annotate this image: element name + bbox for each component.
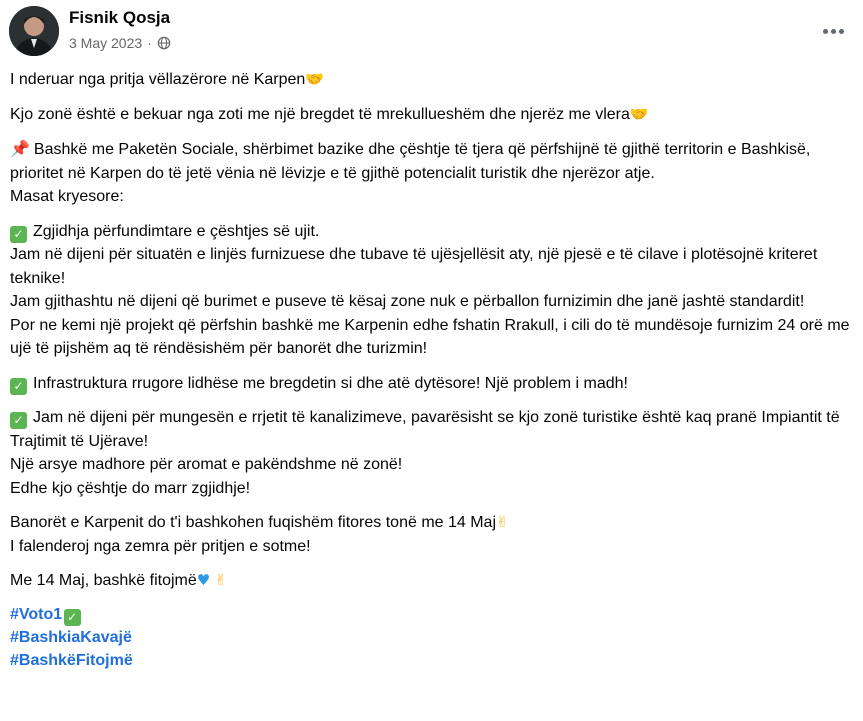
paragraph-1-text: I nderuar nga pritja vëllazërore në Karpen <box>10 71 306 88</box>
paragraph-3 <box>10 137 855 209</box>
paragraph-7 <box>10 511 855 558</box>
hashtag-voto1[interactable]: #Voto1 ✓ <box>10 603 855 626</box>
paragraph-3-text: Bashkë me Paketën Sociale, shërbimet bazike dhe çështje të tjera që përfshijnë të gjithë territorin e Bashkisë, prioritet në Karpen do të jetë vënia në lëvizje e të gjithë potencialit turistik dhe njerëzor atje. Masat kryesore: <box>10 141 811 205</box>
author-avatar[interactable] <box>9 6 59 56</box>
check-mark-icon: ✓ <box>10 412 27 429</box>
more-dot <box>823 29 828 34</box>
handshake-icon: 🤝 <box>629 104 649 123</box>
post-date[interactable]: 3 May 2023 <box>69 35 143 51</box>
pushpin-icon: 📌 <box>10 139 30 158</box>
author-name[interactable]: Fisnik Qosja <box>69 8 171 27</box>
globe-icon[interactable] <box>157 36 171 50</box>
paragraph-6 <box>10 406 855 500</box>
handshake-icon: 🤝 <box>305 70 324 88</box>
meta-separator: · <box>147 35 152 51</box>
paragraph-2-text: Kjo zonë është e bekuar nga zoti me një bregdet të mrekullueshëm dhe njerëz me vlera <box>10 105 630 123</box>
post-meta <box>69 35 171 51</box>
paragraph-6-text: Jam në dijeni për mungesën e rrjetit të kanalizimeve, pavarësisht se kjo zonë turistike është kaq pranë Impiantit të Trajtimit të Ujërave! Një arsye madhore për aromat e pakëndshme në zonë! Edhe kjo çështje do marr zgjidhje! <box>10 409 840 497</box>
check-mark-icon: ✓ <box>10 226 27 243</box>
paragraph-5 <box>10 372 855 396</box>
paragraph-2 <box>10 103 855 127</box>
post-header <box>0 0 863 64</box>
hashtag-bashkefitojme[interactable]: #BashkëFitojmë <box>10 651 133 669</box>
check-mark-icon: ✓ <box>10 378 27 395</box>
paragraph-5-text: Infrastruktura rrugore lidhëse me bregdetin si dhe atë dytësore! Një problem i madh! <box>33 374 628 392</box>
post-body <box>10 68 855 672</box>
paragraph-8-text: Me 14 Maj, bashkë fitojmë <box>10 572 197 589</box>
victory-hand-icon: ✌ <box>214 571 228 589</box>
more-dot <box>839 29 844 34</box>
paragraph-4 <box>10 220 855 361</box>
paragraph-7-text: Banorët e Karpenit do t'i bashkohen fuqishëm fitores tonë me 14 Maj <box>10 514 497 531</box>
check-mark-icon: ✓ <box>64 609 81 626</box>
paragraph-8 <box>10 569 855 593</box>
more-options-button[interactable] <box>816 20 850 42</box>
paragraph-1 <box>10 68 855 92</box>
more-dot <box>831 29 836 34</box>
blue-heart-icon: ♥ <box>196 571 211 589</box>
victory-hand-icon: ✌ <box>496 513 509 531</box>
paragraph-4-text: Zgjidhja përfundimtare e çështjes së ujit. Jam në dijeni për situatën e linjës furnizuese dhe tubave të ujësjellësit aty, një pjesë e të cilave i plotësojnë kriteret teknike! Jam gjithashtu në dijeni që burimet e puseve të kësaj zone nuk e përballon furnizimin dhe janë jashtë standardit! Por ne kemi një projekt që përfshin bashkë me Karpenin edhe fshatin Rrakull, i cili do të mundësoje furnizim 24 orë me ujë të pijshëm aq të rëndësishëm për banorët dhe turizmin! <box>10 222 850 357</box>
hashtag-bashkiakavaje[interactable]: #BashkiaKavajë <box>10 628 132 646</box>
hashtag-list <box>10 603 855 672</box>
paragraph-7-line-2: I falenderoj nga zemra për pritjen e sotme! <box>10 537 311 555</box>
